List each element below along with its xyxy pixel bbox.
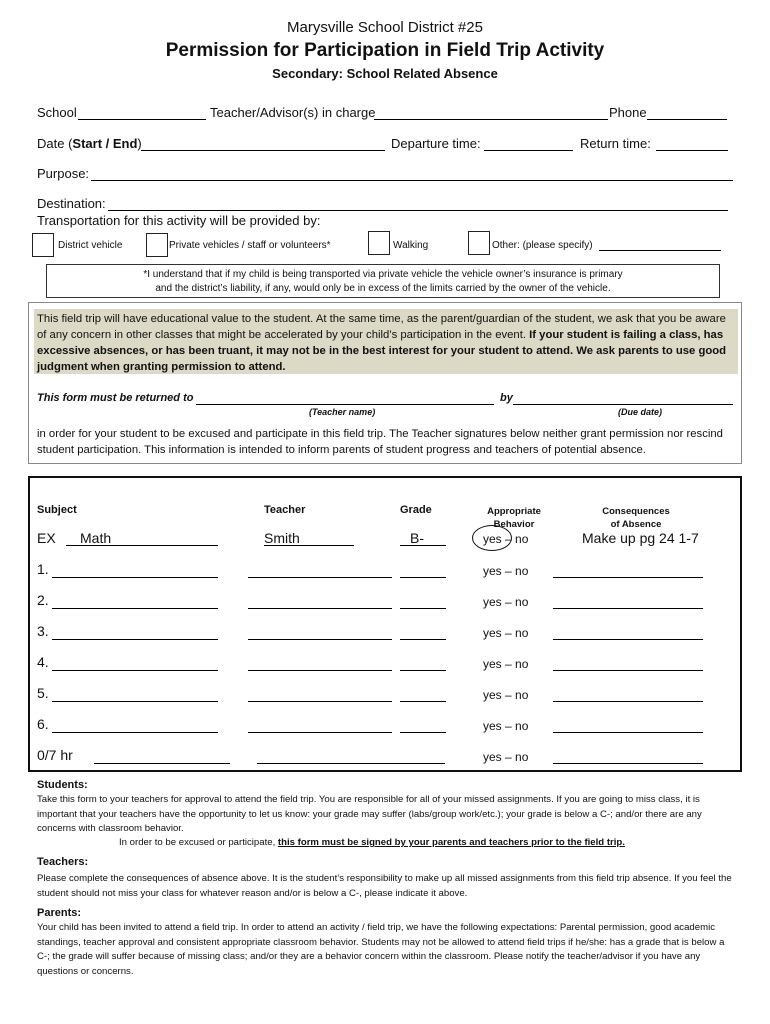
consequence-field[interactable]	[553, 687, 703, 702]
transport-label: Transportation for this activity will be provided by:	[37, 213, 321, 228]
consequence-field[interactable]	[553, 718, 703, 733]
row-number: 1.	[37, 561, 49, 577]
return-paragraph: in order for your student to be excused and participate in this field trip. The Teacher signatures below neither grant permission nor rescind student participation. This information is intended to inform parents of student progress and teachers of potential absence.	[37, 428, 723, 456]
return-teacher-field[interactable]	[196, 392, 494, 405]
subject-field[interactable]	[52, 718, 218, 733]
grade-header: Grade	[400, 504, 432, 516]
school-label: School	[37, 105, 77, 120]
teacher-field[interactable]	[248, 625, 392, 640]
insurance-note	[46, 264, 720, 298]
parents-heading: Parents:	[37, 907, 82, 919]
behavior-yes-no[interactable]: yes – no	[483, 595, 529, 609]
subject-field[interactable]	[52, 687, 218, 702]
date-field[interactable]	[141, 137, 385, 151]
row-number: 4.	[37, 654, 49, 670]
school-field[interactable]	[78, 106, 206, 120]
subject-field[interactable]	[52, 563, 218, 578]
teacher-advisor-field[interactable]	[374, 106, 608, 120]
consequence-field[interactable]	[553, 625, 703, 640]
example-consequence: Make up pg 24 1-7	[582, 530, 699, 546]
grade-field[interactable]	[400, 718, 446, 733]
teacher-name-caption: (Teacher name)	[309, 407, 376, 417]
phone-field[interactable]	[647, 106, 727, 120]
behavior-yes-no[interactable]: yes – no	[483, 657, 529, 671]
by-label: by	[500, 392, 513, 404]
subject-header: Subject	[37, 504, 77, 516]
departure-label: Departure time:	[391, 136, 481, 151]
other-label: Other: (please specify)	[492, 240, 593, 251]
departure-field[interactable]	[484, 137, 573, 151]
grade-field[interactable]	[400, 656, 446, 671]
return-label: Return time:	[580, 136, 651, 151]
behavior-yes-no[interactable]: yes – no	[483, 564, 529, 578]
teacher-field[interactable]	[248, 687, 392, 702]
return-to-label: This form must be returned to	[37, 392, 194, 404]
teacher-header: Teacher	[264, 504, 306, 516]
teacher-field[interactable]	[248, 718, 392, 733]
insurance-note-line-1: *I understand that if my child is being transported via private vehicle the vehicle owner’s insurance is primary	[143, 269, 623, 280]
checkbox-private-vehicles[interactable]	[146, 233, 168, 257]
row-number: 6.	[37, 716, 49, 732]
teacher-field[interactable]	[257, 749, 445, 764]
due-date-field[interactable]	[513, 392, 733, 405]
row-number: 2.	[37, 592, 49, 608]
row-number: 5.	[37, 685, 49, 701]
consequence-field[interactable]	[553, 749, 703, 764]
phone-label: Phone	[609, 105, 647, 120]
row-number: 3.	[37, 623, 49, 639]
students-text: Take this form to your teachers for approval to attend the field trip. You are responsible for all of your missed assignments. If you are going to miss class, it is important that your teachers have the opportunity to let us know: your grade may suffer (labs/group work/etc.); your grade is below a C-; and/or there are any concerns with classroom behavior.	[37, 794, 702, 834]
walking-label: Walking	[393, 240, 429, 251]
destination-label: Destination:	[37, 196, 106, 211]
example-teacher: Smith	[264, 530, 300, 546]
teacher-advisor-label: Teacher/Advisor(s) in charge	[210, 105, 376, 120]
parents-text: Your child has been invited to attend a field trip. In order to attend an activity / field trip, we have the following expectations: Parental permission, good academic standings, teacher approval and consistent appropriate classroom behavior. Students may not be allowed to attend field trips if he/she: has a grade that is below a C-; the grade will suffer because of missing class; and/or they are a behavior concern within the classroom. Please notify the teacher/advisor if you have any questions or concerns.	[37, 922, 725, 977]
form-title: Permission for Participation in Field Trip Activity	[165, 40, 605, 61]
checkbox-other[interactable]	[468, 231, 490, 255]
grade-field[interactable]	[400, 563, 446, 578]
checkbox-walking[interactable]	[368, 231, 390, 255]
return-field[interactable]	[656, 137, 728, 151]
district-vehicle-label: District vehicle	[58, 240, 123, 251]
checkbox-district-vehicle[interactable]	[32, 233, 54, 257]
date-label: Date (Start / End)	[37, 136, 142, 151]
example-label: EX	[37, 530, 56, 546]
teachers-heading: Teachers:	[37, 856, 89, 868]
purpose-label: Purpose:	[37, 166, 90, 181]
behavior-header: Appropriate Behavior	[487, 506, 541, 530]
students-requirement: In order to be excused or participate, this form must be signed by your parents and teachers prior to the field trip.	[119, 837, 625, 848]
subject-field[interactable]	[94, 749, 230, 764]
example-subject: Math	[80, 530, 112, 546]
yes-circle	[472, 525, 512, 551]
purpose-field[interactable]	[91, 167, 733, 181]
subject-field[interactable]	[52, 594, 218, 609]
teachers-text: Please complete the consequences of absence above. It is the student’s responsibility to make up all missed assignments from this field trip absence. If you feel the student should not miss your class for whatever reason and/or is below a C-, please indicate it above.	[37, 873, 732, 899]
grade-field[interactable]	[400, 625, 446, 640]
district-name: Marysville School District #25	[287, 19, 483, 36]
behavior-yes-no[interactable]: yes – no	[483, 750, 529, 764]
grade-field[interactable]	[400, 594, 446, 609]
destination-field[interactable]	[108, 197, 728, 211]
grade-field[interactable]	[400, 687, 446, 702]
behavior-yes-no[interactable]: yes – no	[483, 626, 529, 640]
example-grade: B-	[410, 530, 424, 546]
teacher-field[interactable]	[248, 656, 392, 671]
consequence-field[interactable]	[553, 656, 703, 671]
behavior-yes-no[interactable]: yes – no	[483, 688, 529, 702]
private-vehicles-label: Private vehicles / staff or volunteers*	[169, 240, 331, 251]
other-specify-field[interactable]	[599, 238, 721, 251]
form-subtitle: Secondary: School Related Absence	[272, 66, 498, 81]
subject-field[interactable]	[52, 625, 218, 640]
consequence-field[interactable]	[553, 563, 703, 578]
behavior-yes-no[interactable]: yes – no	[483, 719, 529, 733]
row-number: 0/7 hr	[37, 747, 73, 763]
teacher-field[interactable]	[248, 563, 392, 578]
teacher-field[interactable]	[248, 594, 392, 609]
consequences-header: Consequences of Absence	[602, 506, 670, 530]
students-heading: Students:	[37, 779, 88, 791]
insurance-note-line-2: and the district’s liability, if any, would only be in excess of the limits carried by the owner of the vehicle.	[155, 283, 611, 294]
consequence-field[interactable]	[553, 594, 703, 609]
example-behavior: yes – no	[483, 532, 529, 546]
due-date-caption: (Due date)	[618, 407, 663, 417]
subject-field[interactable]	[52, 656, 218, 671]
info-text: This field trip will have educational value to the student. At the same time, as the parent/guardian of the student, we ask that you be aware of any concern in other classes that might be accelerated by your child’s participation in the event. If your student is failing a class, has excessive absences, or has been truant, it may not be in the best interest for your student to attend. We ask parents to use good judgment when granting permission to attend.	[37, 313, 727, 373]
